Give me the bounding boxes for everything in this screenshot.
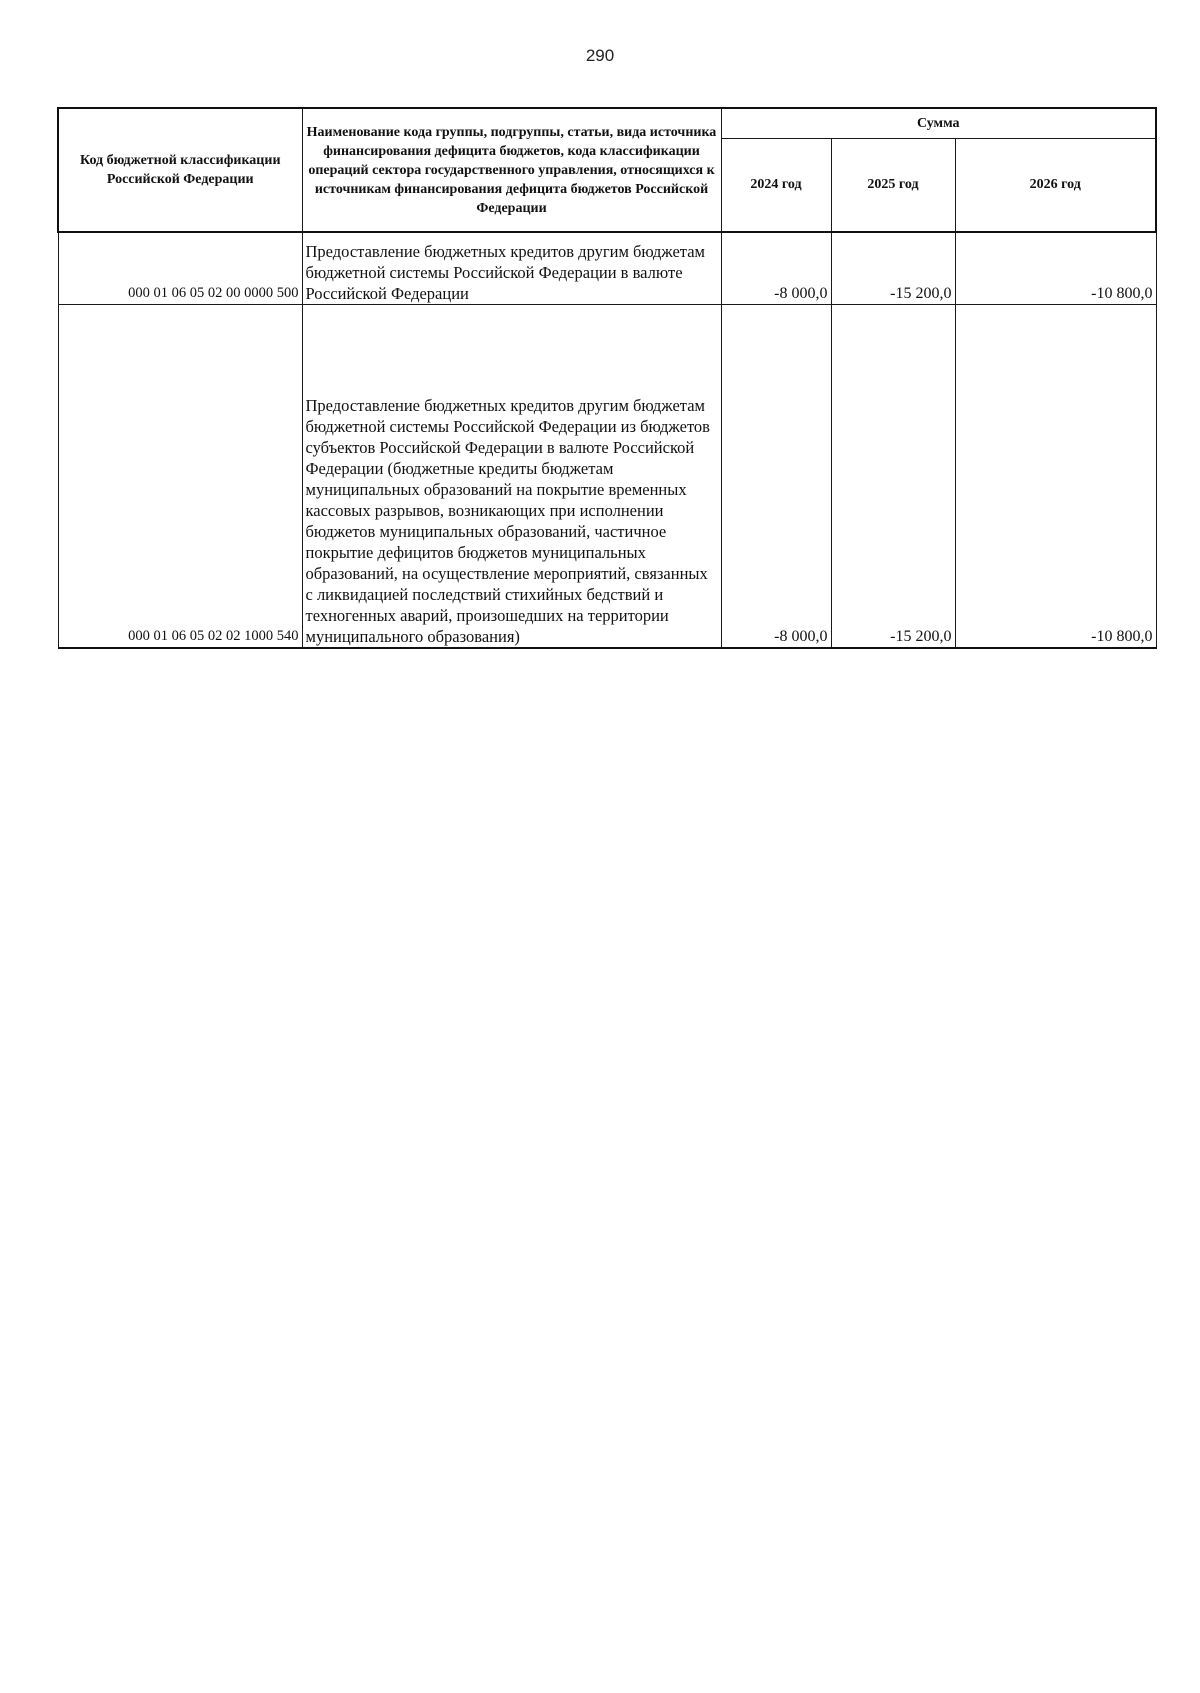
row-amount-2025: -15 200,0 [831,232,955,304]
header-year-2025: 2025 год [831,138,955,232]
row-amount-2026: -10 800,0 [955,304,1156,648]
row-code: 000 01 06 05 02 00 0000 500 [58,232,302,304]
row-code: 000 01 06 05 02 02 1000 540 [58,304,302,648]
header-year-2024: 2024 год [721,138,831,232]
table-row [58,232,1156,304]
table-row [58,304,1156,648]
table-header [58,108,1156,232]
row-name: Предоставление бюджетных кредитов другим бюджетам бюджетной системы Российской Федерации из бюджетов субъектов Российской Федерации в валюте Российской Федерации (бюджетные кредиты бюджетам муниципальных образований на покрытие временных кассовых разрывов, возникающих при исполнении бюджетов муниципальных образований, частичное покрытие дефицитов бюджетов муниципальных образований, на осуществление мероприятий, связанных с ликвидацией последствий стихийных бедствий и техногенных аварий, произошедших на территории муниципального образования) [302,304,721,648]
row-amount-2026: -10 800,0 [955,232,1156,304]
header-sum: Сумма [721,108,1156,138]
header-name: Наименование кода группы, подгруппы, статьи, вида источника финансирования дефицита бюджетов, кода классификации операций сектора государственного управления, относящихся к источникам финансирования дефицита бюджетов Российской Федерации [302,108,721,232]
row-name: Предоставление бюджетных кредитов другим бюджетам бюджетной системы Российской Федерации в валюте Российской Федерации [302,232,721,304]
header-code: Код бюджетной классификации Российской Федерации [58,108,302,232]
header-year-2026: 2026 год [955,138,1156,232]
budget-table [57,107,1157,649]
row-amount-2024: -8 000,0 [721,232,831,304]
row-amount-2025: -15 200,0 [831,304,955,648]
page-number: 290 [585,46,615,65]
row-amount-2024: -8 000,0 [721,304,831,648]
